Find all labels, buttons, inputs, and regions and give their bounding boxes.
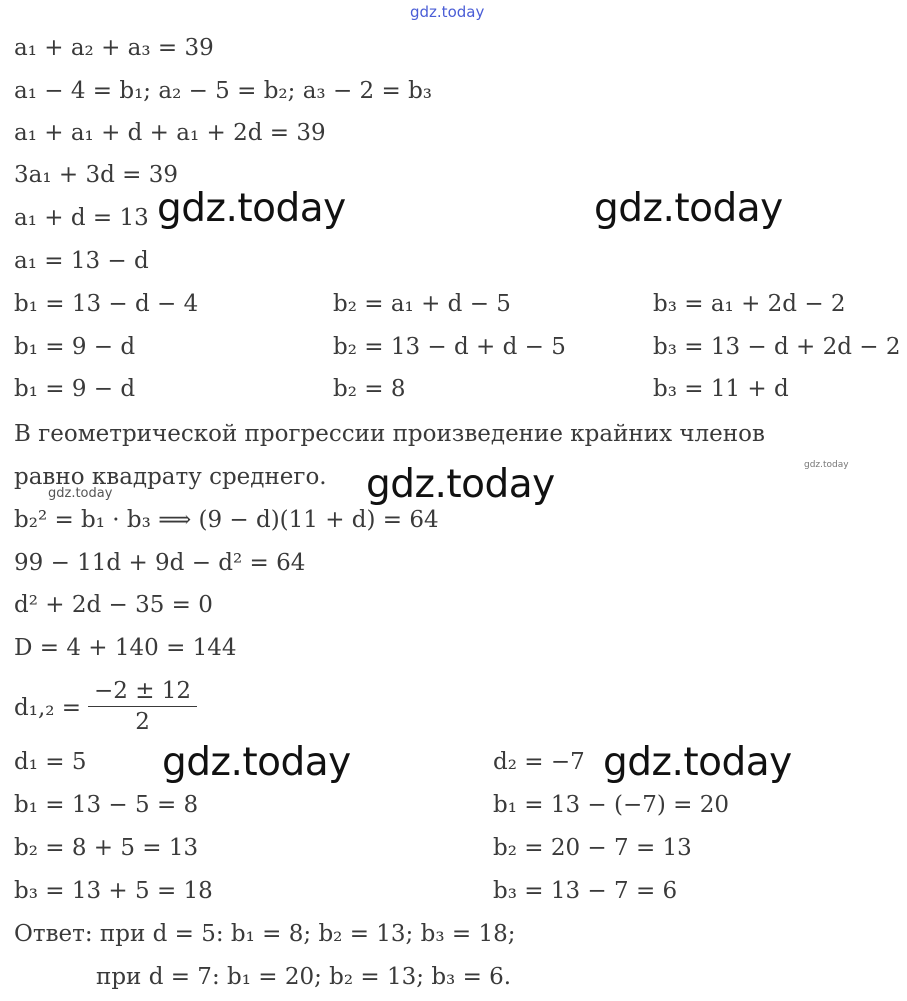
equation-line-5: a₁ + d = 13 (14, 205, 149, 231)
watermark-6: gdz.today (162, 740, 351, 785)
equation-b2-a: b₂ = a₁ + d − 5 (333, 291, 511, 317)
equation-line-3: a₁ + a₁ + d + a₁ + 2d = 39 (14, 120, 326, 146)
roots-numerator: −2 ± 12 (88, 676, 197, 707)
case1-b1: b₁ = 13 − 5 = 8 (14, 792, 199, 818)
explanation-text-1: В геометрической прогрессии произведение крайних членов (14, 421, 765, 447)
equation-line-11: 99 − 11d + 9d − d² = 64 (14, 550, 306, 576)
watermark-5: gdz.today (804, 460, 849, 470)
root-d1: d₁ = 5 (14, 749, 87, 775)
answer-line-2: при d = 7: b₁ = 20; b₂ = 13; b₃ = 6. (96, 964, 512, 990)
root-d2: d₂ = −7 (493, 749, 585, 775)
case1-b2: b₂ = 8 + 5 = 13 (14, 835, 199, 861)
equation-line-13: D = 4 + 140 = 144 (14, 635, 237, 661)
watermark-4: gdz.today (48, 486, 113, 501)
answer-line-1: Ответ: при d = 5: b₁ = 8; b₂ = 13; b₃ = 18; (14, 921, 516, 947)
watermark-2: gdz.today (594, 186, 783, 231)
equation-b3-a: b₃ = a₁ + 2d − 2 (653, 291, 846, 317)
roots-fraction (88, 676, 197, 737)
equation-b3-c: b₃ = 11 + d (653, 376, 789, 402)
case1-b3: b₃ = 13 + 5 = 18 (14, 878, 213, 904)
equation-line-1: a₁ + a₂ + a₃ = 39 (14, 35, 214, 61)
explanation-text-2: равно квадрату среднего. (14, 464, 327, 490)
equation-b3-b: b₃ = 13 − d + 2d − 2 (653, 334, 901, 360)
watermark-7: gdz.today (603, 740, 792, 785)
equation-b1-a: b₁ = 13 − d − 4 (14, 291, 199, 317)
watermark-3: gdz.today (366, 462, 555, 507)
case2-b1: b₁ = 13 − (−7) = 20 (493, 792, 730, 818)
watermark-1: gdz.today (157, 186, 346, 231)
equation-b1-c: b₁ = 9 − d (14, 376, 136, 402)
equation-line-2: a₁ − 4 = b₁; a₂ − 5 = b₂; a₃ − 2 = b₃ (14, 78, 433, 104)
equation-b2-c: b₂ = 8 (333, 376, 406, 402)
equation-b1-b: b₁ = 9 − d (14, 334, 136, 360)
equation-line-10: b₂² = b₁ · b₃ ⟹ (9 − d)(11 + d) = 64 (14, 507, 439, 533)
case2-b2: b₂ = 20 − 7 = 13 (493, 835, 692, 861)
equation-line-6: a₁ = 13 − d (14, 248, 149, 274)
roots-lhs: d₁,₂ = (14, 695, 82, 721)
watermark-top: gdz.today (410, 3, 485, 21)
roots-denominator: 2 (135, 709, 150, 735)
case2-b3: b₃ = 13 − 7 = 6 (493, 878, 678, 904)
equation-line-12: d² + 2d − 35 = 0 (14, 592, 213, 618)
equation-b2-b: b₂ = 13 − d + d − 5 (333, 334, 566, 360)
equation-line-4: 3a₁ + 3d = 39 (14, 162, 178, 188)
